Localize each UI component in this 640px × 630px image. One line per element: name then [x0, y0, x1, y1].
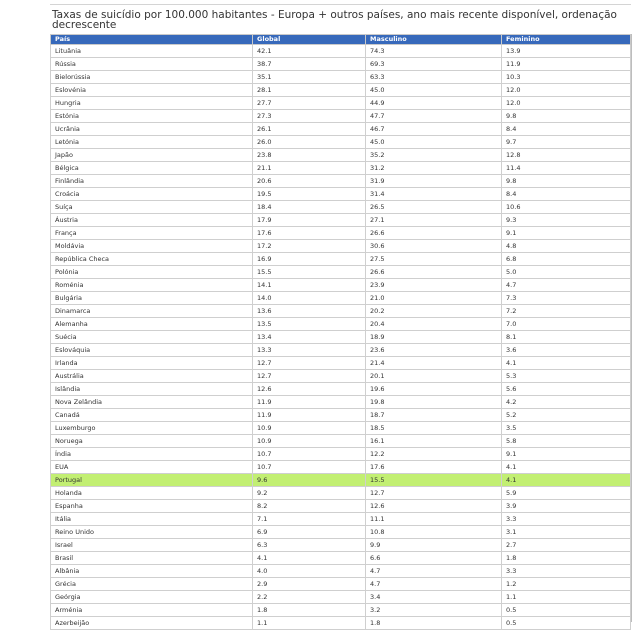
cell-global: 2.9 [253, 578, 366, 591]
cell-country: Azerbeijão [51, 617, 253, 630]
cell-country: Dinamarca [51, 305, 253, 318]
cell-female: 4.8 [502, 240, 631, 253]
cell-global: 27.7 [253, 97, 366, 110]
cell-male: 69.3 [366, 58, 502, 71]
cell-country: Polónia [51, 266, 253, 279]
cell-country: Hungria [51, 97, 253, 110]
cell-male: 26.5 [366, 201, 502, 214]
cell-country: Grécia [51, 578, 253, 591]
cell-country: Letónia [51, 136, 253, 149]
table-row [51, 201, 631, 214]
cell-global: 14.0 [253, 292, 366, 305]
cell-female: 4.1 [502, 474, 631, 487]
cell-male: 20.2 [366, 305, 502, 318]
cell-female: 8.4 [502, 123, 631, 136]
cell-male: 31.2 [366, 162, 502, 175]
cell-country: Luxemburgo [51, 422, 253, 435]
cell-global: 1.1 [253, 617, 366, 630]
cell-global: 26.1 [253, 123, 366, 136]
cell-male: 4.7 [366, 578, 502, 591]
cell-global: 14.1 [253, 279, 366, 292]
table-row [51, 253, 631, 266]
cell-global: 12.7 [253, 370, 366, 383]
table-row [51, 591, 631, 604]
cell-country: Finlândia [51, 175, 253, 188]
cell-male: 30.6 [366, 240, 502, 253]
cell-country: Roménia [51, 279, 253, 292]
cell-male: 15.5 [366, 474, 502, 487]
table-row [51, 123, 631, 136]
cell-male: 31.4 [366, 188, 502, 201]
cell-country: Espanha [51, 500, 253, 513]
cell-male: 11.1 [366, 513, 502, 526]
table-row [51, 110, 631, 123]
cell-male: 31.9 [366, 175, 502, 188]
cell-global: 28.1 [253, 84, 366, 97]
table-row [51, 487, 631, 500]
cell-country: Índia [51, 448, 253, 461]
table-row [51, 409, 631, 422]
cell-global: 10.7 [253, 448, 366, 461]
table-row [51, 58, 631, 71]
cell-male: 27.5 [366, 253, 502, 266]
data-table-container [50, 34, 631, 630]
cell-female: 7.2 [502, 305, 631, 318]
cell-country: Israel [51, 539, 253, 552]
cell-country: Alemanha [51, 318, 253, 331]
cell-female: 12.0 [502, 97, 631, 110]
cell-global: 8.2 [253, 500, 366, 513]
column-header-pais: País [51, 35, 253, 45]
cell-female: 4.1 [502, 461, 631, 474]
cell-male: 12.6 [366, 500, 502, 513]
column-header-global: Global [253, 35, 366, 45]
cell-global: 9.2 [253, 487, 366, 500]
cell-male: 26.6 [366, 266, 502, 279]
cell-global: 13.4 [253, 331, 366, 344]
table-body [51, 45, 631, 630]
right-frame-border [631, 34, 632, 622]
cell-country: Islândia [51, 383, 253, 396]
cell-country: Ucrânia [51, 123, 253, 136]
cell-global: 7.1 [253, 513, 366, 526]
cell-male: 10.8 [366, 526, 502, 539]
cell-female: 12.8 [502, 149, 631, 162]
cell-female: 1.1 [502, 591, 631, 604]
cell-global: 18.4 [253, 201, 366, 214]
table-row [51, 266, 631, 279]
column-header-feminino: Feminino [502, 35, 631, 45]
cell-global: 19.5 [253, 188, 366, 201]
cell-female: 3.3 [502, 565, 631, 578]
cell-country: Moldávia [51, 240, 253, 253]
cell-country: Bielorússia [51, 71, 253, 84]
cell-country: Croácia [51, 188, 253, 201]
cell-male: 47.7 [366, 110, 502, 123]
cell-male: 20.1 [366, 370, 502, 383]
cell-male: 4.7 [366, 565, 502, 578]
cell-global: 9.6 [253, 474, 366, 487]
table-row [51, 305, 631, 318]
cell-female: 9.1 [502, 227, 631, 240]
cell-country: Eslováquia [51, 344, 253, 357]
cell-male: 17.6 [366, 461, 502, 474]
cell-female: 4.7 [502, 279, 631, 292]
cell-female: 4.1 [502, 357, 631, 370]
cell-male: 12.2 [366, 448, 502, 461]
cell-global: 2.2 [253, 591, 366, 604]
cell-country: Austrália [51, 370, 253, 383]
cell-global: 4.1 [253, 552, 366, 565]
cell-female: 8.1 [502, 331, 631, 344]
cell-global: 13.6 [253, 305, 366, 318]
cell-female: 9.8 [502, 175, 631, 188]
cell-female: 1.2 [502, 578, 631, 591]
cell-country: Bulgária [51, 292, 253, 305]
cell-male: 12.7 [366, 487, 502, 500]
cell-global: 17.6 [253, 227, 366, 240]
table-row [51, 604, 631, 617]
cell-country: Canadá [51, 409, 253, 422]
table-row [51, 422, 631, 435]
cell-global: 10.7 [253, 461, 366, 474]
cell-female: 9.7 [502, 136, 631, 149]
cell-global: 16.9 [253, 253, 366, 266]
table-row [51, 240, 631, 253]
table-row [51, 162, 631, 175]
cell-country: Itália [51, 513, 253, 526]
cell-female: 3.3 [502, 513, 631, 526]
cell-country: Suíça [51, 201, 253, 214]
cell-country: Bélgica [51, 162, 253, 175]
cell-male: 18.5 [366, 422, 502, 435]
cell-female: 10.3 [502, 71, 631, 84]
table-row [51, 448, 631, 461]
cell-country: Brasil [51, 552, 253, 565]
cell-female: 7.0 [502, 318, 631, 331]
cell-male: 21.0 [366, 292, 502, 305]
table-row [51, 357, 631, 370]
table-row [51, 71, 631, 84]
table-row [51, 617, 631, 630]
cell-female: 11.4 [502, 162, 631, 175]
cell-global: 20.6 [253, 175, 366, 188]
cell-female: 3.5 [502, 422, 631, 435]
cell-global: 11.9 [253, 409, 366, 422]
cell-global: 11.9 [253, 396, 366, 409]
table-row [51, 474, 631, 487]
table-row [51, 383, 631, 396]
cell-global: 13.5 [253, 318, 366, 331]
cell-country: Suécia [51, 331, 253, 344]
cell-male: 46.7 [366, 123, 502, 136]
page-title: Taxas de suicídio por 100.000 habitantes - Europa + outros países, ano mais recente disponível, ordenação decrescente [52, 9, 617, 31]
table-row [51, 45, 631, 58]
table-row [51, 513, 631, 526]
table-row [51, 84, 631, 97]
cell-male: 19.8 [366, 396, 502, 409]
cell-female: 5.3 [502, 370, 631, 383]
table-row [51, 552, 631, 565]
table-row [51, 344, 631, 357]
cell-male: 18.9 [366, 331, 502, 344]
cell-global: 6.9 [253, 526, 366, 539]
cell-global: 35.1 [253, 71, 366, 84]
cell-male: 18.7 [366, 409, 502, 422]
cell-global: 17.9 [253, 214, 366, 227]
cell-male: 26.6 [366, 227, 502, 240]
cell-country: Rússia [51, 58, 253, 71]
cell-female: 0.5 [502, 617, 631, 630]
table-row [51, 500, 631, 513]
cell-female: 13.9 [502, 45, 631, 58]
cell-global: 13.3 [253, 344, 366, 357]
cell-female: 0.5 [502, 604, 631, 617]
cell-male: 16.1 [366, 435, 502, 448]
table-row [51, 175, 631, 188]
cell-country: República Checa [51, 253, 253, 266]
table-row [51, 279, 631, 292]
table-row [51, 214, 631, 227]
table-row [51, 435, 631, 448]
cell-female: 10.6 [502, 201, 631, 214]
cell-female: 3.1 [502, 526, 631, 539]
cell-global: 23.8 [253, 149, 366, 162]
cell-female: 5.0 [502, 266, 631, 279]
cell-global: 10.9 [253, 422, 366, 435]
table-row [51, 97, 631, 110]
table-row [51, 227, 631, 240]
table-row [51, 539, 631, 552]
cell-female: 5.2 [502, 409, 631, 422]
cell-male: 44.9 [366, 97, 502, 110]
cell-country: Nova Zelândia [51, 396, 253, 409]
suicide-rates-table [50, 34, 631, 630]
table-row [51, 331, 631, 344]
cell-global: 6.3 [253, 539, 366, 552]
cell-global: 17.2 [253, 240, 366, 253]
cell-country: Portugal [51, 474, 253, 487]
cell-country: Estónia [51, 110, 253, 123]
cell-female: 5.6 [502, 383, 631, 396]
cell-female: 1.8 [502, 552, 631, 565]
cell-female: 9.8 [502, 110, 631, 123]
cell-male: 35.2 [366, 149, 502, 162]
table-row [51, 292, 631, 305]
table-row [51, 526, 631, 539]
table-row [51, 578, 631, 591]
cell-male: 74.3 [366, 45, 502, 58]
cell-global: 12.7 [253, 357, 366, 370]
table-row [51, 565, 631, 578]
cell-country: Irlanda [51, 357, 253, 370]
cell-global: 26.0 [253, 136, 366, 149]
table-row [51, 318, 631, 331]
cell-country: EUA [51, 461, 253, 474]
cell-global: 42.1 [253, 45, 366, 58]
cell-male: 45.0 [366, 136, 502, 149]
table-header-row [51, 35, 631, 45]
cell-female: 3.9 [502, 500, 631, 513]
cell-male: 3.2 [366, 604, 502, 617]
cell-male: 45.0 [366, 84, 502, 97]
cell-country: Holanda [51, 487, 253, 500]
cell-male: 23.6 [366, 344, 502, 357]
column-header-masculino: Masculino [366, 35, 502, 45]
cell-female: 6.8 [502, 253, 631, 266]
cell-female: 2.7 [502, 539, 631, 552]
cell-male: 1.8 [366, 617, 502, 630]
cell-male: 19.6 [366, 383, 502, 396]
cell-country: França [51, 227, 253, 240]
cell-global: 21.1 [253, 162, 366, 175]
table-row [51, 188, 631, 201]
cell-global: 15.5 [253, 266, 366, 279]
cell-male: 27.1 [366, 214, 502, 227]
cell-male: 21.4 [366, 357, 502, 370]
cell-male: 63.3 [366, 71, 502, 84]
cell-country: Arménia [51, 604, 253, 617]
cell-global: 1.8 [253, 604, 366, 617]
table-row [51, 370, 631, 383]
cell-male: 6.6 [366, 552, 502, 565]
cell-country: Lituânia [51, 45, 253, 58]
cell-male: 23.9 [366, 279, 502, 292]
cell-country: Geórgia [51, 591, 253, 604]
top-divider [50, 4, 631, 5]
cell-male: 3.4 [366, 591, 502, 604]
cell-global: 38.7 [253, 58, 366, 71]
cell-country: Noruega [51, 435, 253, 448]
cell-country: Japão [51, 149, 253, 162]
cell-global: 10.9 [253, 435, 366, 448]
cell-female: 3.6 [502, 344, 631, 357]
cell-female: 9.1 [502, 448, 631, 461]
cell-male: 20.4 [366, 318, 502, 331]
table-row [51, 136, 631, 149]
table-row [51, 149, 631, 162]
cell-female: 9.3 [502, 214, 631, 227]
cell-country: Eslovénia [51, 84, 253, 97]
cell-female: 7.3 [502, 292, 631, 305]
cell-global: 12.6 [253, 383, 366, 396]
cell-global: 27.3 [253, 110, 366, 123]
table-row [51, 396, 631, 409]
cell-female: 11.9 [502, 58, 631, 71]
cell-female: 8.4 [502, 188, 631, 201]
cell-country: Albânia [51, 565, 253, 578]
cell-global: 4.0 [253, 565, 366, 578]
cell-male: 9.9 [366, 539, 502, 552]
cell-female: 5.8 [502, 435, 631, 448]
cell-female: 5.9 [502, 487, 631, 500]
cell-female: 4.2 [502, 396, 631, 409]
table-row [51, 461, 631, 474]
cell-country: Áustria [51, 214, 253, 227]
cell-female: 12.0 [502, 84, 631, 97]
cell-country: Reino Unido [51, 526, 253, 539]
